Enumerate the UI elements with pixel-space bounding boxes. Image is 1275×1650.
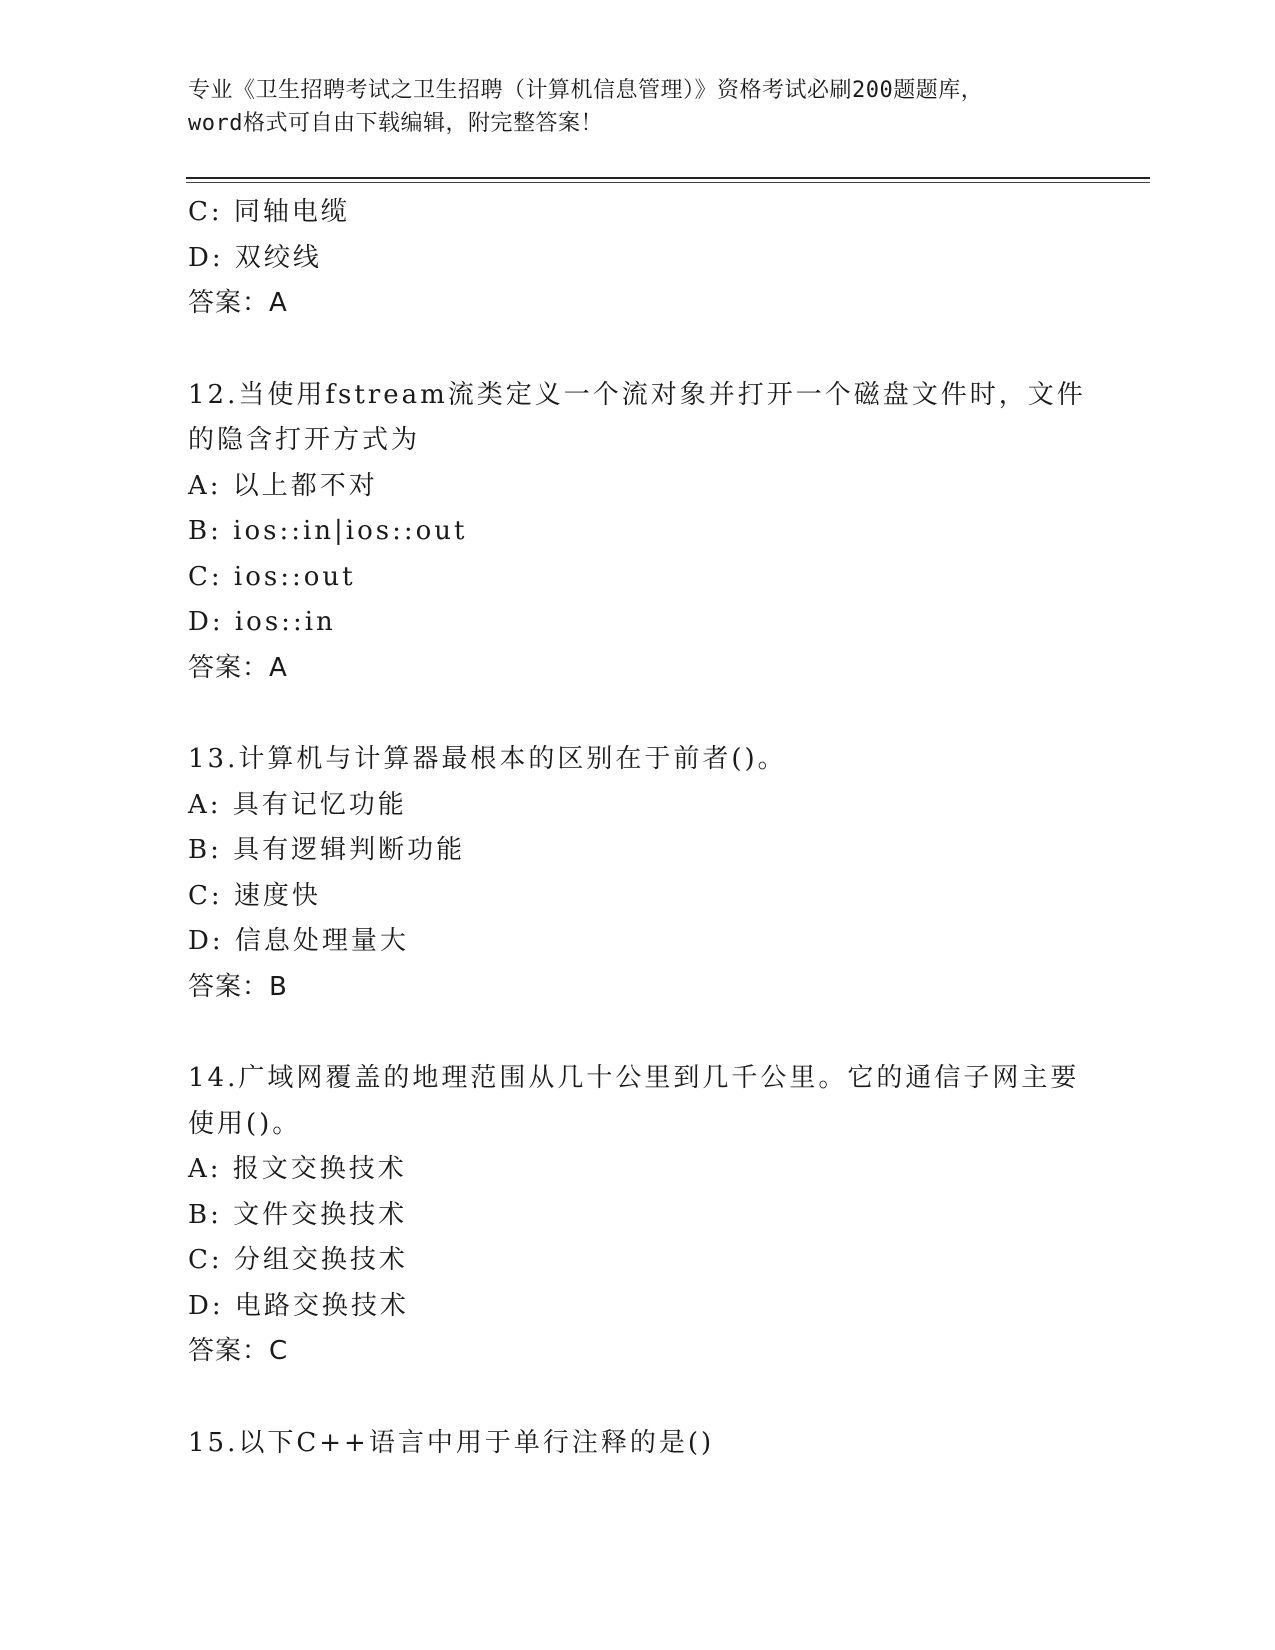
option-a: A: 具有记忆功能 [188,789,407,820]
option-c: C: 速度快 [188,880,321,911]
question-text: 13.计算机与计算器最根本的区别在于前者()。 [188,744,787,774]
question-13 [188,737,1088,1010]
option-d: D: 双绞线 [188,242,322,273]
header-divider-thin [186,182,1150,183]
option-a: A: 以上都不对 [188,470,378,501]
spacer [188,691,1088,737]
option-c: C: 分组交换技术 [188,1245,408,1275]
option-d: D: ios::in [188,607,336,637]
question-11-tail [188,190,1088,327]
option-b: B: ios::in|ios::out [188,516,468,546]
question-12 [188,373,1088,692]
answer-line: 答案：C [188,1336,289,1366]
option-d: D: 信息处理量大 [188,926,409,956]
header-divider-thick [186,177,1150,179]
question-15 [188,1421,1088,1467]
spacer [188,1010,1088,1056]
answer-line: 答案：B [188,971,288,1002]
option-b: B: 具有逻辑判断功能 [188,835,466,865]
document-header [188,74,1088,140]
option-c: C: ios::out [188,561,356,592]
spacer [188,327,1088,373]
option-a: A: 报文交换技术 [188,1154,407,1184]
question-text: 使用()。 [188,1108,302,1139]
question-text: 15.以下C++语言中用于单行注释的是() [188,1427,715,1458]
question-text: 12.当使用fstream流类定义一个流对象并打开一个磁盘文件时，文件 [188,379,1086,410]
option-d: D: 电路交换技术 [188,1290,409,1321]
answer-line: 答案：A [188,288,288,318]
header-title-line-1: 专业《卫生招聘考试之卫生招聘（计算机信息管理）》资格考试必刷200题题库， [188,78,984,103]
question-text: 14.广域网覆盖的地理范围从几十公里到几千公里。它的通信子网主要 [188,1063,1080,1093]
option-b: B: 文件交换技术 [188,1199,408,1230]
question-14 [188,1056,1088,1375]
question-list [188,190,1088,1466]
header-title-line-2: word格式可自由下载编辑，附完整答案！ [188,111,603,136]
question-text: 的隐含打开方式为 [188,425,421,455]
option-c: C: 同轴电缆 [188,197,350,227]
spacer [188,1375,1088,1421]
answer-line: 答案：A [188,652,288,683]
